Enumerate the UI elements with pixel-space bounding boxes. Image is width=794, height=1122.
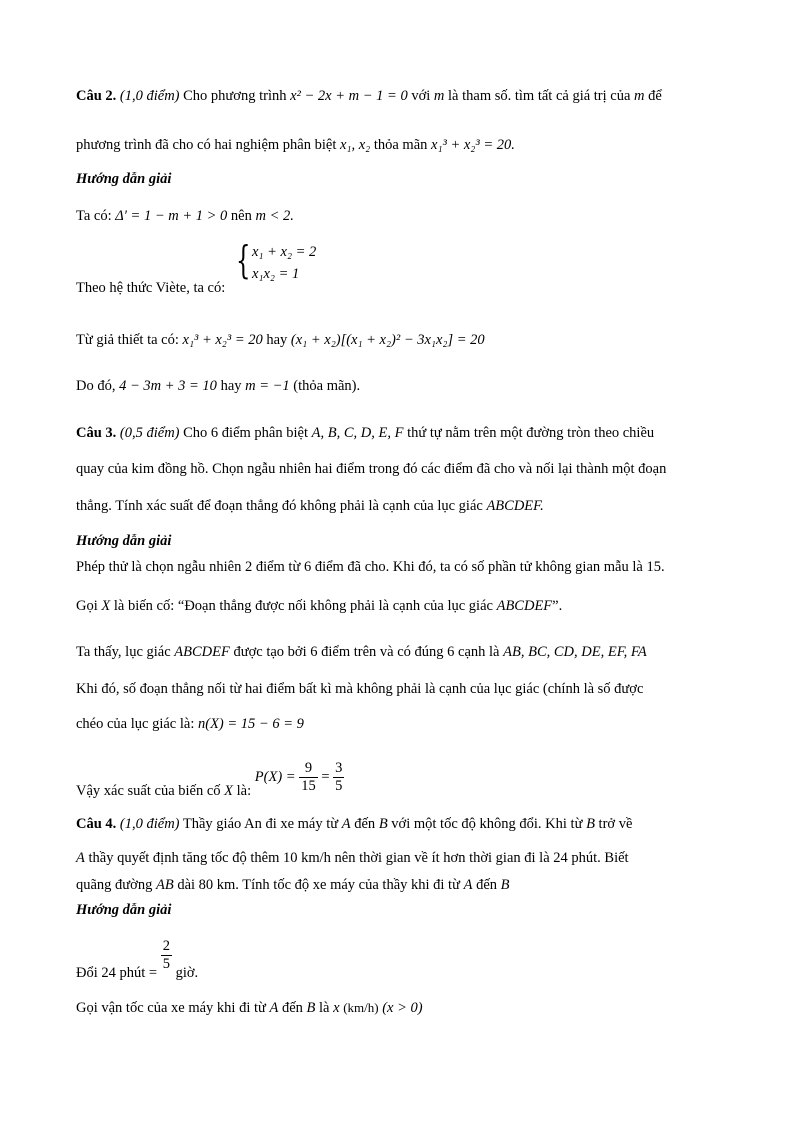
math: ABCDEF — [496, 598, 553, 614]
text: giờ. — [175, 965, 199, 982]
text: hay — [266, 332, 288, 348]
math: ABCDEF — [174, 644, 230, 660]
math: AB — [155, 877, 174, 893]
text: là: — [236, 783, 252, 800]
math-var: B — [500, 877, 510, 893]
math-var: A — [463, 877, 473, 893]
text: đến — [354, 816, 376, 832]
cau2-step4 — [76, 378, 360, 395]
text: Theo hệ thức Viète, ta có: — [76, 280, 226, 296]
math: = — [321, 769, 330, 786]
cau2-title: Câu 2. — [76, 88, 117, 104]
math: x₁³ + x₂³ = 20 — [182, 332, 263, 348]
math: m < 2. — [255, 208, 294, 224]
math-var: x — [333, 1000, 340, 1016]
brace-icon: { — [236, 238, 251, 282]
text: trở về — [598, 816, 633, 832]
text: đến — [281, 1000, 303, 1016]
math: AB, BC, CD, DE, EF, FA — [503, 644, 647, 660]
text: với — [411, 88, 431, 104]
math: (x₁ + x₂)[(x₁ + x₂)² − 3x₁x₂] = 20 — [290, 332, 485, 348]
text: thứ tự nằm trên một đường tròn theo chiều — [407, 425, 655, 441]
cau3-guide-heading: Hướng dẫn giải — [76, 533, 172, 549]
text: thầy quyết định tăng tốc độ thêm 10 km/h nên thời gian về ít hơn thời gian đi là 24 phút. Biết — [88, 850, 629, 866]
cau4-points: (1,0 điểm) — [119, 816, 180, 832]
text: là biến cố: “Đoạn thẳng được nối không phải là cạnh của lục giác — [113, 598, 493, 614]
text: được tạo bởi 6 điểm trên và có đúng 6 cạnh là — [233, 644, 500, 660]
text: Gọi vận tốc của xe máy khi đi từ — [76, 1000, 266, 1016]
cau3-step6 — [76, 760, 344, 800]
text: (thỏa mãn). — [293, 378, 361, 394]
text: Cho phương trình — [183, 88, 287, 104]
text: Thầy giáo An đi xe máy từ — [182, 816, 339, 832]
math: (x > 0) — [382, 1000, 423, 1016]
cau3-line3 — [76, 498, 544, 515]
cau4-line2 — [76, 850, 629, 867]
math: A, B, C, D, E, F — [311, 425, 404, 441]
math-var: B — [586, 816, 595, 832]
cau3-points: (0,5 điểm) — [119, 425, 180, 441]
numerator: 2 — [161, 938, 172, 956]
cau3-line2: quay của kim đồng hồ. Chọn ngẫu nhiên hai điểm trong đó các điểm đã cho và nối lại thành một đoạn — [76, 461, 667, 477]
math-roots: x₁, x₂ — [339, 137, 371, 153]
fraction — [161, 938, 172, 974]
cau3-step3 — [76, 644, 647, 661]
denominator: 5 — [335, 778, 343, 795]
text: dài 80 km. Tính tốc độ xe máy của thầy khi đi từ — [177, 877, 460, 893]
text: đến — [476, 877, 497, 893]
math-var: A — [269, 1000, 279, 1016]
numerator: 3 — [333, 760, 344, 778]
math-var: A — [76, 850, 85, 866]
text: là — [319, 1000, 330, 1016]
text: Cho 6 điểm phân biệt — [183, 425, 308, 441]
text: Từ giả thiết ta có: — [76, 332, 179, 348]
math-var: m — [634, 88, 645, 104]
text: (km/h) — [343, 1000, 379, 1015]
cau3-step2 — [76, 598, 562, 615]
math: n(X) = 15 − 6 = 9 — [197, 716, 304, 732]
denominator: 5 — [162, 956, 170, 973]
text: Đổi 24 phút = — [76, 965, 158, 982]
text: thỏa mãn — [373, 137, 428, 153]
cau4-guide-heading: Hướng dẫn giải — [76, 902, 172, 918]
cau4-title: Câu 4. — [76, 816, 117, 832]
text: phương trình đã cho có hai nghiệm phân biệt — [76, 137, 337, 153]
fraction — [299, 760, 318, 796]
cau2-points: (1,0 điểm) — [119, 88, 180, 104]
math: ABCDEF. — [486, 498, 544, 514]
cau4-line1 — [76, 816, 632, 833]
math: m = −1 — [245, 378, 290, 394]
math-var: X — [101, 598, 111, 614]
math-var: B — [306, 1000, 316, 1016]
text: ”. — [552, 598, 563, 614]
cau3-title: Câu 3. — [76, 425, 117, 441]
system-row: x₁x₂ = 1 — [252, 266, 300, 282]
numerator: 9 — [299, 760, 318, 778]
cau2-step2 — [76, 280, 225, 297]
math-var: m — [433, 88, 445, 104]
cau4-line3 — [76, 877, 509, 894]
text: Vậy xác suất của biến cố — [76, 783, 221, 800]
math-var: X — [224, 783, 234, 800]
cau4-step2 — [76, 1000, 423, 1017]
text: thẳng. Tính xác suất để đoạn thẳng đó không phải là cạnh của lục giác — [76, 498, 483, 514]
cau2-guide-heading: Hướng dẫn giải — [76, 171, 172, 187]
text: để — [648, 88, 662, 104]
cau3-line1 — [76, 425, 654, 442]
text: Gọi — [76, 598, 98, 614]
fraction — [333, 760, 344, 796]
cau2-line1 — [76, 88, 662, 105]
math-var: B — [378, 816, 388, 832]
equation: x² − 2x + m − 1 = 0 — [290, 88, 408, 104]
math-condition: x₁³ + x₂³ = 20. — [431, 137, 515, 153]
text: hay — [220, 378, 242, 394]
system-row: x₁ + x₂ = 2 — [252, 244, 317, 260]
text: nên — [230, 208, 252, 224]
denominator: 15 — [301, 778, 316, 795]
text: Ta có: — [76, 208, 112, 224]
text: là tham số. tìm tất cả giá trị của — [448, 88, 631, 104]
cau2-step1 — [76, 208, 294, 225]
math: 4 − 3m + 3 = 10 — [119, 378, 217, 394]
cau2-line2 — [76, 137, 515, 154]
cau3-step5 — [76, 716, 304, 733]
text: Do đó, — [76, 378, 116, 394]
cau4-step1 — [76, 932, 199, 982]
text: với một tốc độ không đổi. Khi từ — [391, 816, 583, 832]
cau2-step3 — [76, 332, 485, 349]
text: chéo của lục giác là: — [76, 716, 195, 732]
cau3-step4: Khi đó, số đoạn thẳng nối từ hai điểm bất kì mà không phải là cạnh của lục giác (chính là số được — [76, 681, 644, 697]
math: Δ′ = 1 − m + 1 > 0 — [115, 208, 228, 224]
text: quãng đường — [76, 877, 153, 893]
text: Ta thấy, lục giác — [76, 644, 171, 660]
math-var: A — [341, 816, 351, 832]
cau3-step1: Phép thử là chọn ngẫu nhiên 2 điểm từ 6 điểm đã cho. Khi đó, ta có số phần tử không gian mẫu là 15. — [76, 559, 665, 575]
math: P(X) = — [254, 769, 296, 786]
